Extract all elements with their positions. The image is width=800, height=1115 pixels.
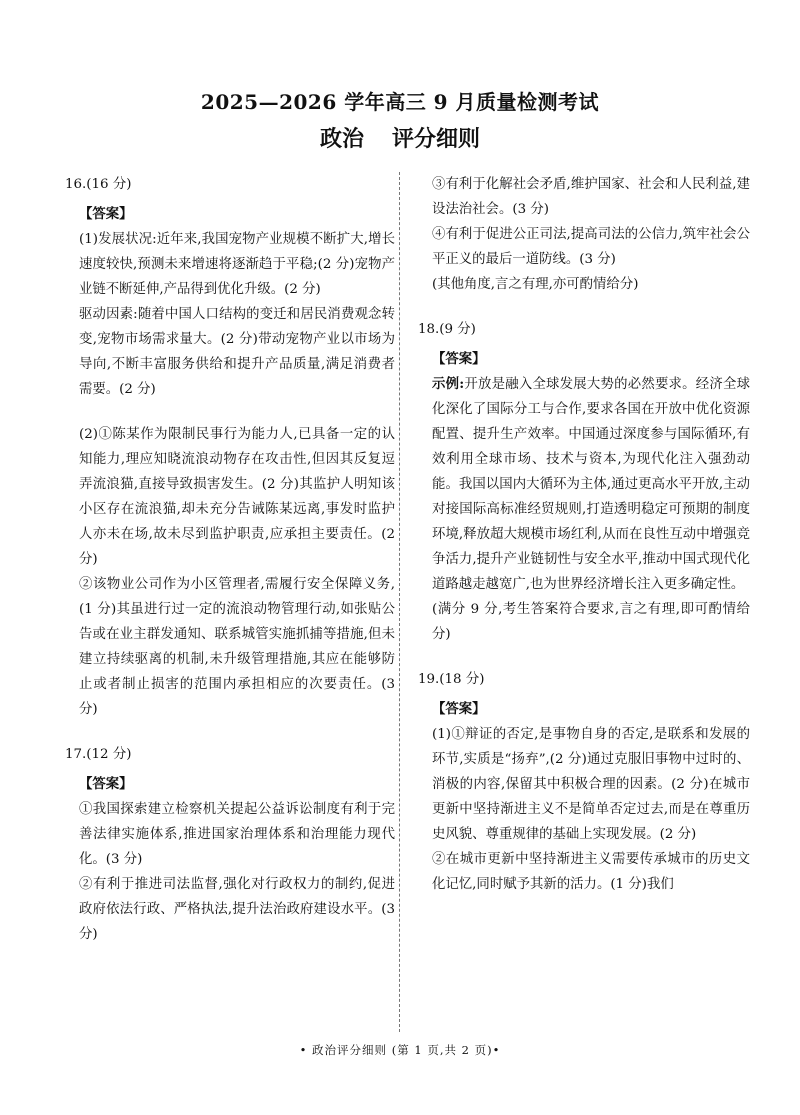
answer-label: 【答案】 xyxy=(79,776,133,792)
question-16-heading: 16.(16 分) xyxy=(65,177,132,192)
q17-point1: ①我国探索建立检察机关提起公益诉讼制度有利于完善法律实施体系,推进国家治理体系和治理能力现代化。(3 分) xyxy=(79,802,395,867)
q17-point2: ②有利于推进司法监督,强化对行政权力的制约,促进政府依法行政、严格执法,提升法治政府建设水平。(3 分) xyxy=(79,877,395,942)
exam-title: 2025—2026 学年高三 9 月质量检测考试 xyxy=(200,90,600,114)
spacer xyxy=(65,722,395,742)
question-19 xyxy=(418,667,750,897)
q19-part1-point2: ②在城市更新中坚持渐进主义需要传承城市的历史文化记忆,同时赋予其新的活力。(1 分)我们 xyxy=(432,852,750,892)
q17-point3: ③有利于化解社会矛盾,维护国家、社会和人民利益,建设法治社会。(3 分) xyxy=(432,177,750,217)
q18-example xyxy=(418,372,750,597)
q17-grading-note: (其他角度,言之有理,亦可酌情给分) xyxy=(432,277,639,292)
exam-subtitle xyxy=(0,122,800,153)
question-16 xyxy=(65,172,395,722)
q17-point4: ④有利于促进公正司法,提高司法的公信力,筑牢社会公平正义的最后一道防线。(3 分) xyxy=(432,227,750,267)
answer-label: 【答案】 xyxy=(432,351,486,367)
left-column xyxy=(65,172,395,947)
q16-part1-status: (1)发展状况:近年来,我国宠物产业规模不断扩大,增长速度较快,预测未来增速将逐渐趋于平稳;(2 分)宠物产业链不断延伸,产品得到优化升级。(2 分) xyxy=(79,232,395,297)
page-footer: • 政治评分细则 (第 1 页,共 2 页)• xyxy=(299,1043,501,1057)
example-label: 示例: xyxy=(432,376,465,392)
doc-type-label: 评分细则 xyxy=(392,126,481,152)
q16-part2-point2: ②该物业公司作为小区管理者,需履行安全保障义务,(1 分)其虽进行过一定的流浪动物管理行动,如张贴公告或在业主群发通知、联系城管实施抓捕等措施,但未建立持续驱离的机制,未升级管理措施,其应在能够防止或者制止损害的范围内承担相应的次要责任。(3 分) xyxy=(79,577,395,717)
q19-part1-point1: (1)①辩证的否定,是事物自身的否定,是联系和发展的环节,实质是“扬弃”,(2 分)通过克服旧事物中过时的、消极的内容,保留其中积极合理的因素。(2 分)在城市更新中坚持渐进主义不是简单否定过去,而是在尊重历史风貌、尊重规律的基础上实现发展。(2 分) xyxy=(432,727,750,842)
spacer xyxy=(418,647,750,667)
question-18-heading: 18.(9 分) xyxy=(418,322,476,337)
q16-part2-point1: (2)①陈某作为限制民事行为能力人,已具备一定的认知能力,理应知晓流浪动物存在攻击性,但因其反复逗弄流浪猫,直接导致损害发生。(2 分)其监护人明知该小区存在流浪猫,却未充分告诫陈某远离,事发时监护人亦未在场,故未尽到监护职责,应承担主要责任。(2 分) xyxy=(79,427,395,567)
q16-part1-drivers: 驱动因素:随着中国人口结构的变迁和居民消费观念转变,宠物市场需求量大。(2 分)带动宠物产业以市场为导向,不断丰富服务供给和提升产品质量,满足消费者需要。(2 分) xyxy=(79,307,395,397)
subject-label: 政治 xyxy=(319,126,364,152)
question-18 xyxy=(418,317,750,647)
answer-label: 【答案】 xyxy=(432,701,486,717)
question-19-heading: 19.(18 分) xyxy=(418,672,485,687)
spacer xyxy=(418,297,750,317)
answer-label: 【答案】 xyxy=(79,206,133,222)
column-divider xyxy=(399,172,400,1032)
right-column xyxy=(418,172,750,897)
question-17-heading: 17.(12 分) xyxy=(65,747,132,762)
question-17 xyxy=(65,742,395,947)
q18-grading-note: (满分 9 分,考生答案符合要求,言之有理,即可酌情给分) xyxy=(432,602,750,642)
spacer xyxy=(65,402,395,422)
q18-example-text: 开放是融入全球发展大势的必然要求。经济全球化深化了国际分工与合作,要求各国在开放中优化资源配置、提升生产效率。中国通过深度参与国际循环,有效利用全球市场、技术与资本,为现代化注入强劲动能。我国以国内大循环为主体,通过更高水平开放,主动对接国际高标准经贸规则,打造透明稳定可预期的制度环境,释放超大规模市场红利,从而在良性互动中增强竞争活力,提升产业链韧性与安全水平,推动中国式现代化道路越走越宽广,也为世界经济增长注入更多确定性。 xyxy=(432,377,750,592)
